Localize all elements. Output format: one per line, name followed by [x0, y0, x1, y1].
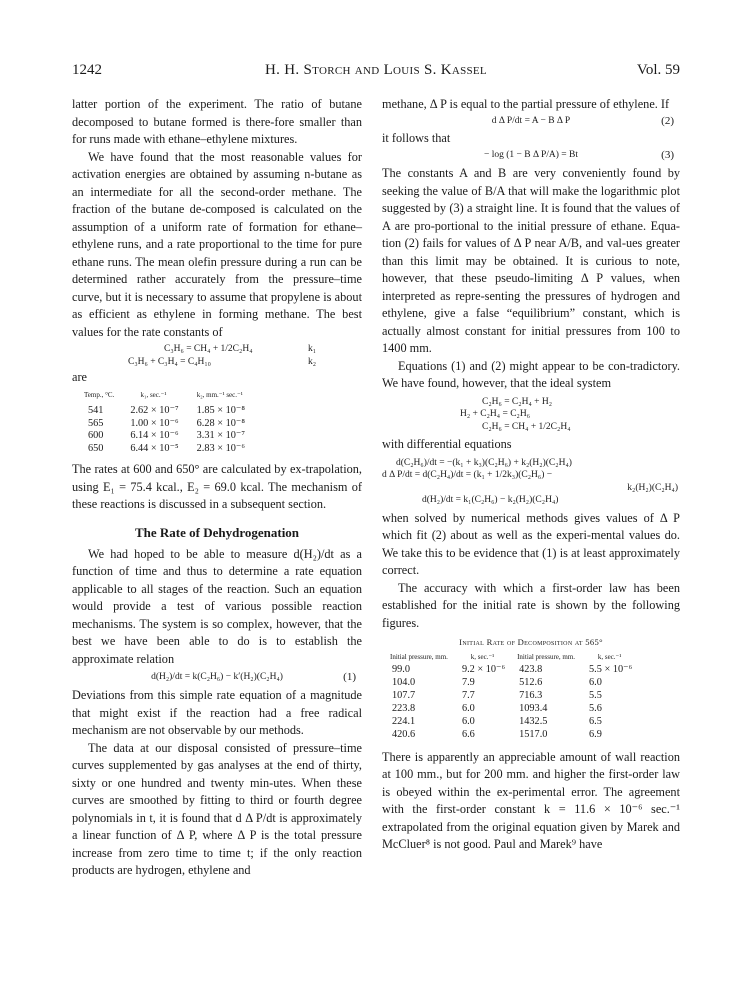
system-equation: H₂ + C₂H₄ = C₂H₆ [460, 409, 531, 419]
differential-equations [382, 457, 680, 507]
column-header: Initial pressure, mm. [517, 652, 576, 661]
table-cell: 6.5 [589, 715, 602, 727]
reaction-equation: C₃H₆ = CH₄ + 1/2C₂H₄ [164, 344, 253, 354]
table-cell: 6.9 [589, 728, 602, 740]
table-cell: 2.83 × 10⁻⁶ [196, 442, 245, 454]
reaction-system [460, 396, 680, 434]
table-row [78, 418, 253, 431]
system-equation: C₂H₆ = C₂H₄ + H₂ [482, 396, 553, 407]
section-heading: The Rate of Dehydrogenation [134, 524, 300, 540]
table-cell: 716.3 [519, 689, 543, 701]
column-header: k₂, mm.⁻¹ sec.⁻¹ [196, 390, 243, 399]
table-cell: 5.6 [589, 702, 602, 714]
table-cell: 99.0 [392, 663, 411, 675]
column-header: Temp., °C. [84, 390, 115, 399]
equation-number: (1) [343, 671, 356, 683]
equation: d Δ P/dt = A − B Δ P [491, 115, 571, 126]
reaction-2 [72, 356, 362, 369]
rate-constant-label: k₂ [308, 357, 317, 367]
paragraph: The constants A and B are very conveniently found by seeking the value of B/A that will make the logarithmic plot suggested by (3) a straight line. It is found that the values of A are pro-portional to the initial pressure of ethane. Equa-tion (2) fails for values of Δ P near A/B, and val-ues greater than this limit may be obtained. It is curious to note, however, that these pseudo-limiting Δ P values, when interpreted as repre-senting the pressures of hydrogen and ethylene, give a false “equilibrium” constant, which is actually almost constant for initial pressures from 100 to 1400 mm. [382, 166, 680, 355]
table-cell: 6.0 [461, 715, 475, 727]
differential-equation: d Δ P/dt = d(C₂H₄)/dt = (k₁ + 1/2k₃)(C₂H₆) − [382, 470, 553, 480]
table-cell: 5.5 [589, 689, 602, 701]
table-caption: Initial Rate of Decomposition at 565° [459, 637, 603, 647]
table-row [384, 663, 638, 676]
equation: − log (1 − B Δ P/A) = Bt [484, 150, 578, 160]
table-cell: 5.5 × 10⁻⁶ [589, 663, 633, 675]
paragraph: methane, Δ P is equal to the partial pressure of ethylene. If [382, 97, 670, 111]
table-row [78, 443, 253, 456]
table-row [384, 689, 638, 702]
paragraph: Deviations from this simple rate equation of a magnitude that might exist if the reaction had a free radical mechanism are not observable by our methods. [72, 688, 362, 737]
table-cell: 6.28 × 10⁻⁸ [196, 417, 245, 429]
table-cell: 650 [88, 442, 104, 454]
paragraph: We have found that the most reasonable values for activation energies are obtained by assuming n-butane as an intermediate for all the second-order methane. The fraction of the butane de-composed is calculated on the assumption of a uniform rate of formation for ethane–ethylene runs, and a rate proportional to the time for pure ethane runs. The mean olefin pressure during a run can be determined rather accurately from the pressure–time curve, but it is necessary to assume that propylene is about as efficient as ethylene in forming methane. The best values for the rate constants of [72, 149, 362, 339]
paragraph: The rates at 600 and 650° are calculated by ex-trapolation, using E₁ = 75.4 kcal., E₂ = 69.0 kcal. The mechanism of these reactions is discussed in a subsequent section. [72, 462, 362, 511]
right-column [382, 96, 680, 854]
volume-label: Vol. 59 [636, 62, 680, 78]
left-column [72, 96, 362, 880]
paragraph: We had hoped to be able to measure d(H₂)/dt as a function of time and thus to determine a rate equation applicable to all stages of the reaction. Such an equation would provide a test of various possible reaction mechanisms. The system is so complex, however, that the best we have been able to do is to establish the approximate relation [72, 546, 362, 666]
table-cell: 6.14 × 10⁻⁶ [130, 430, 179, 441]
table-row [384, 702, 638, 715]
table-cell: 1.00 × 10⁻⁶ [130, 417, 179, 429]
reaction-1 [72, 343, 362, 356]
paragraph: with differential equations [382, 437, 512, 451]
equation-2 [382, 115, 680, 128]
table-row [384, 715, 638, 728]
table-cell: 1517.0 [519, 728, 548, 740]
table-cell: 1.85 × 10⁻⁸ [196, 405, 245, 416]
paragraph: The data at our disposal consisted of pressure–time curves supplemented by gas analyses at the end of thirty, sixty or one hundred and twenty min-utes. When these curves are smoothed by fitting to third or fourth degree polynomials in t, it is found that d Δ P/dt is approximately a linear function of Δ P, where Δ P is the total pressure increase from zero time to time t; if the only reaction products are hydrogen, ethylene and [72, 740, 362, 877]
equation-3 [382, 149, 680, 162]
running-title: H. H. Storch and Louis S. Kassel [265, 62, 487, 78]
page-header [72, 62, 680, 86]
table-cell: 107.7 [392, 689, 416, 701]
table-cell: 423.8 [519, 663, 543, 675]
table-cell: 565 [88, 417, 104, 429]
paragraph: The accuracy with which a first-order law has been established for the initial rate is shown by the following figures. [382, 580, 680, 630]
table-cell: 6.0 [461, 702, 475, 714]
equation: d(H₂)/dt = k(C₂H₆) − k′(H₂)(C₂H₄) [151, 672, 283, 682]
rate-constants-table [78, 387, 253, 456]
page-number: 1242 [72, 62, 102, 78]
system-equation: C₂H₆ = CH₄ + 1/2C₂H₄ [482, 421, 571, 432]
equation-number: (3) [661, 149, 674, 161]
table-cell: 6.6 [461, 728, 475, 740]
paragraph: There is apparently an appreciable amount of wall reaction at 100 mm., but for 200 mm. and higher the first-order law is obeyed within the ex-perimental error. The agreement with the first-order constant k = 11.6 × 10⁻⁶ sec.⁻¹ extrapolated from the original equation given by Marek and McCluer⁸ is not good. Paul and Marek⁹ have [382, 749, 680, 851]
table-row [384, 728, 638, 741]
table-cell: 600 [88, 430, 104, 441]
column-header: k, sec.⁻¹ [470, 652, 495, 661]
differential-equation: d(H₂)/dt = k₁(C₂H₆) − k₂(H₂)(C₂H₄) [422, 495, 559, 505]
paragraph: latter portion of the experiment. The ratio of butane decomposed to butane formed is there-fore smaller than for runs made with ethane–ethylene mixtures. [72, 97, 362, 146]
paragraph: Equations (1) and (2) might appear to be con-tradictory. We have found, however, that the ideal system [382, 358, 680, 390]
table-row [78, 430, 253, 443]
table-cell: 7.7 [461, 689, 475, 701]
table-cell: 104.0 [392, 676, 416, 688]
initial-rate-table [384, 653, 638, 741]
rate-constant-label: k₁ [308, 344, 317, 354]
column-header: k, sec.⁻¹ [597, 652, 622, 661]
column-header: Initial pressure, mm. [390, 652, 448, 661]
table-cell: 223.8 [392, 702, 416, 714]
table-cell: 2.62 × 10⁻⁷ [130, 405, 179, 416]
table-cell: 6.0 [589, 676, 602, 688]
paragraph: it follows that [382, 130, 451, 145]
table-row [78, 405, 253, 418]
table-cell: 1432.5 [519, 715, 548, 727]
column-header: k₁, sec.⁻¹ [140, 390, 167, 399]
table-cell: 9.2 × 10⁻⁶ [461, 663, 506, 675]
paragraph: are [72, 370, 88, 384]
table-cell: 6.44 × 10⁻⁵ [130, 442, 179, 454]
reaction-equation: C₃H₆ + C₃H₄ = C₄H₁₀ [128, 357, 211, 367]
table-cell: 420.6 [392, 728, 416, 740]
table-cell: 541 [88, 405, 104, 416]
table-cell: 7.9 [461, 676, 475, 688]
equation-number: (2) [661, 114, 674, 127]
differential-equation-continued: k₂(H₂)(C₂H₄) [627, 482, 678, 493]
table-cell: 1093.4 [519, 702, 548, 714]
table-cell: 224.1 [392, 715, 416, 727]
equation-1 [72, 671, 362, 684]
table-cell: 512.6 [519, 676, 543, 688]
paragraph: when solved by numerical methods gives values of Δ P which fit (2) about as well as the experi-mental values do. We take this to be evidence that (1) is at least approximately correct. [382, 510, 680, 577]
differential-equation: d(C₂H₆)/dt = −(k₁ + k₃)(C₂H₆) + k₂(H₂)(C₂H₄) [396, 457, 572, 468]
table-row [384, 676, 638, 689]
table-cell: 3.31 × 10⁻⁷ [196, 430, 245, 441]
